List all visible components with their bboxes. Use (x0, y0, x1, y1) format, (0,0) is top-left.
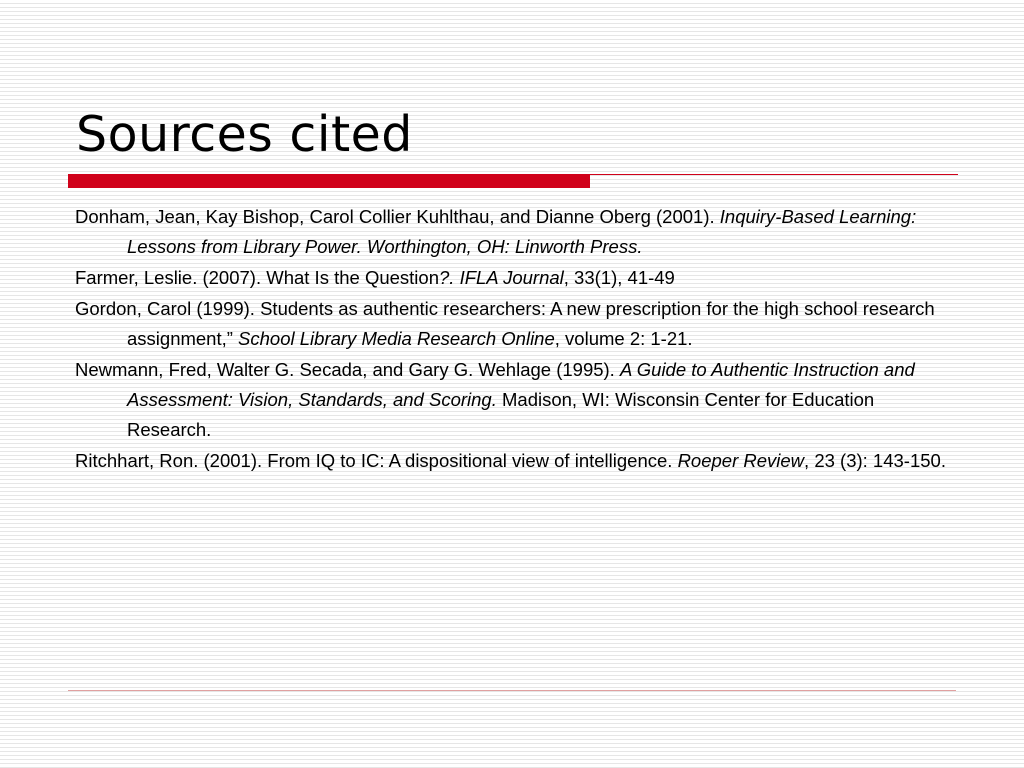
slide-title: Sources cited (76, 106, 413, 163)
reference-text: Donham, Jean, Kay Bishop, Carol Collier Kuhlthau, and Dianne Oberg (2001). (75, 206, 720, 227)
reference-text: , 33(1), 41-49 (563, 267, 675, 288)
reference-title: Inquiry-Based Learning: Lessons from Library Power. Worthington, OH: Linworth Press. (127, 206, 917, 257)
title-underline-line (590, 174, 958, 175)
reference-title: A Guide to Authentic Instruction and Assessment: Vision, Standards, and Scoring. (127, 359, 915, 410)
reference-item (75, 446, 955, 476)
reference-text: , volume 2: 1-21. (554, 328, 693, 349)
reference-item (75, 294, 955, 354)
reference-item (75, 355, 955, 445)
reference-text: Newmann, Fred, Walter G. Secada, and Gary G. Wehlage (1995). (75, 359, 620, 380)
reference-title: Roeper Review (677, 450, 805, 471)
reference-list (75, 202, 955, 476)
reference-title: School Library Media Research Online (238, 328, 555, 349)
footer-divider (68, 690, 956, 691)
reference-text: Ritchhart, Ron. (2001). From IQ to IC: A dispositional view of intelligence. (75, 450, 678, 471)
reference-text: Gordon, Carol (1999). Students as authentic researchers: A new prescription for the high school research assignment,” (75, 298, 935, 349)
title-underline (68, 174, 958, 188)
reference-item (75, 263, 955, 293)
reference-title: ?. IFLA Journal (439, 267, 564, 288)
title-underline-bar (68, 174, 590, 188)
reference-text: Madison, WI: Wisconsin Center for Education Research. (127, 389, 875, 440)
reference-item (75, 202, 955, 262)
reference-text: , 23 (3): 143-150. (804, 450, 946, 471)
reference-text: Farmer, Leslie. (2007). What Is the Question (75, 267, 439, 288)
